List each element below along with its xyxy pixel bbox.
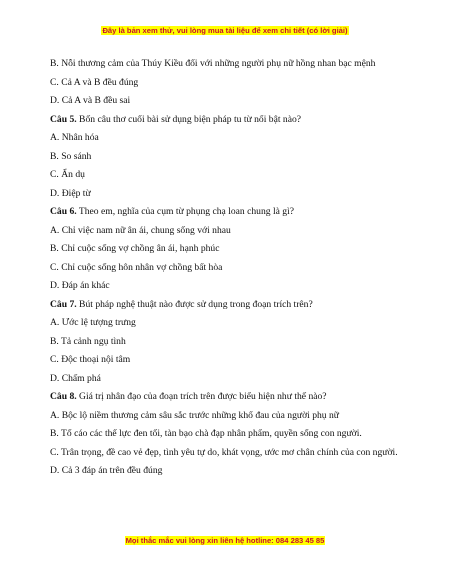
answer-line [50, 462, 400, 481]
answer-text: A. Ước lệ tượng trưng [50, 317, 136, 328]
answer-line [50, 129, 400, 148]
answer-line [50, 314, 400, 333]
question-line [50, 111, 400, 130]
preview-notice-banner [0, 26, 450, 35]
answer-text: D. Đáp án khác [50, 280, 110, 291]
question-line [50, 203, 400, 222]
answer-text: A. Nhân hóa [50, 132, 99, 143]
question-text: Bốn câu thơ cuối bài sử dụng biện pháp tu từ nổi bật nào? [76, 113, 302, 125]
answer-text: B. Nỗi thương cảm của Thúy Kiều đối với những người phụ nữ hồng nhan bạc mệnh [50, 58, 376, 69]
question-text: Giá trị nhân đạo của đoạn trích trên được biểu hiện như thế nào? [76, 391, 327, 402]
answer-line [50, 333, 400, 352]
answer-text: B. Tả cảnh ngụ tình [50, 335, 126, 347]
hotline-banner [0, 536, 450, 545]
answer-text: C. Chỉ cuộc sống hôn nhân vợ chồng bất hòa [50, 261, 223, 273]
answer-text: D. Điệp từ [50, 187, 91, 199]
answer-text: C. Độc thoại nội tâm [50, 354, 131, 365]
preview-notice-text: Đây là bản xem thử, vui lòng mua tài liệu để xem chi tiết (có lời giải) [102, 26, 348, 35]
answer-line [50, 370, 400, 389]
answer-line [50, 166, 400, 185]
answer-line [50, 425, 400, 444]
answer-line [50, 74, 400, 93]
question-number: Câu 7. [50, 298, 77, 310]
answer-text: D. Cả 3 đáp án trên đều đúng [50, 465, 163, 476]
answer-line [50, 444, 400, 463]
answer-line [50, 407, 400, 426]
answer-line [50, 55, 400, 74]
answer-text: A. Chỉ việc nam nữ ân ái, chung sống với nhau [50, 224, 231, 236]
answer-line [50, 222, 400, 241]
question-line [50, 388, 400, 407]
hotline-text: Mọi thắc mắc vui lòng xin liên hệ hotline: 084 283 45 85 [125, 536, 325, 545]
question-number: Câu 5. [50, 113, 77, 125]
answer-text: D. Chấm phá [50, 372, 101, 384]
answer-line [50, 259, 400, 278]
question-number: Câu 8. [50, 391, 77, 402]
answer-line [50, 277, 400, 296]
answer-text: C. Cả A và B đều đúng [50, 76, 139, 88]
question-line [50, 296, 400, 315]
answer-text: C. Trân trọng, đề cao vẻ đẹp, tình yêu tự do, khát vọng, ước mơ chân chính của con người. [50, 446, 398, 458]
answer-line [50, 351, 400, 370]
answer-text: B. Chỉ cuộc sống vợ chồng ân ái, hạnh phúc [50, 243, 220, 254]
answer-line [50, 240, 400, 259]
answer-text: C. Ẩn dụ [50, 169, 85, 180]
answer-text: D. Cả A và B đều sai [50, 95, 131, 106]
question-text: Theo em, nghĩa của cụm từ phụng chạ loan chung là gì? [76, 206, 295, 217]
answer-text: B. So sánh [50, 150, 92, 162]
question-text: Bút pháp nghệ thuật nào được sử dụng trong đoạn trích trên? [76, 298, 313, 310]
answer-line [50, 185, 400, 204]
answer-text: B. Tố cáo các thế lực đen tối, tàn bạo chà đạp nhân phẩm, quyền sống con người. [50, 428, 362, 439]
answer-line [50, 92, 400, 111]
answer-line [50, 148, 400, 167]
question-number: Câu 6. [50, 206, 77, 217]
document-body [50, 55, 400, 481]
answer-text: A. Bộc lộ niềm thương cảm sâu sắc trước những khổ đau của người phụ nữ [50, 409, 340, 421]
